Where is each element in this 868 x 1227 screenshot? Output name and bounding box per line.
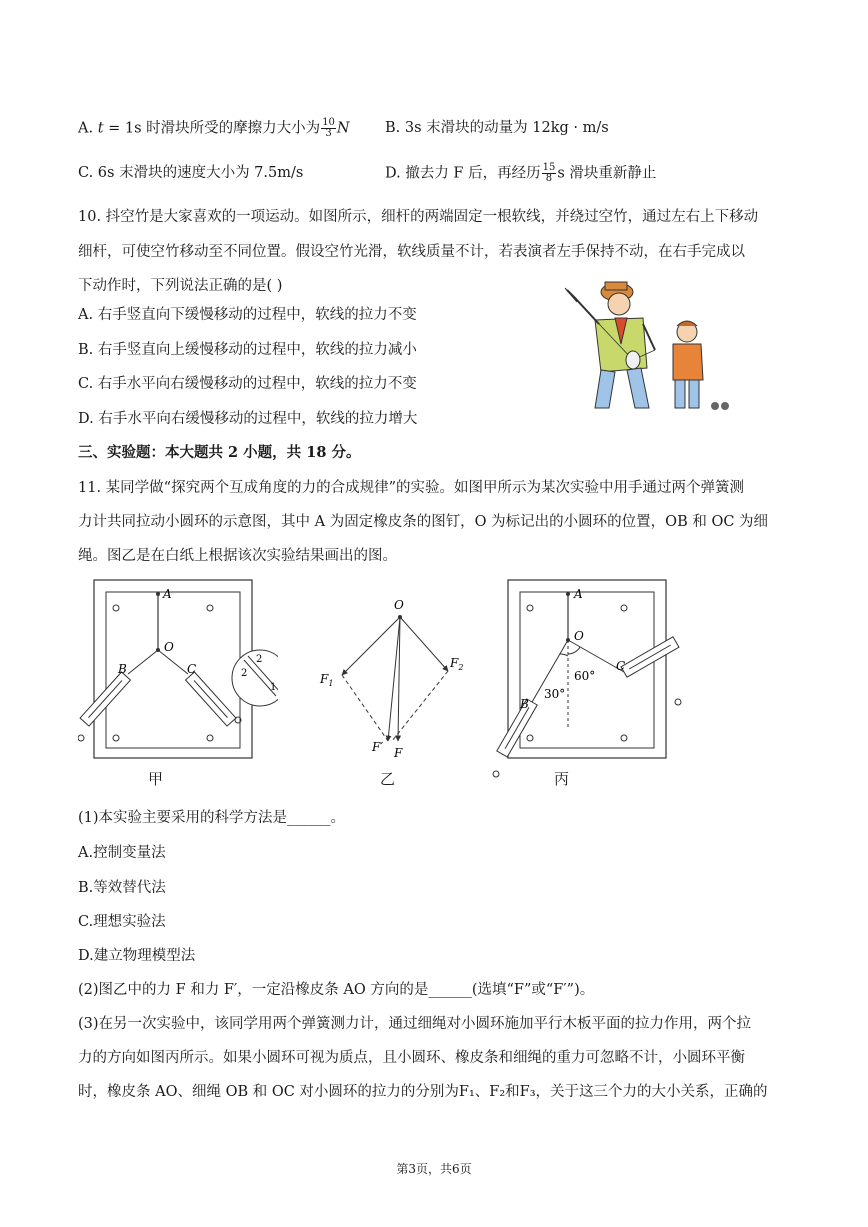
dial-label-2a: 2 xyxy=(241,668,248,679)
label-f1: $F_1$ xyxy=(320,672,334,688)
q10-stem-line1: 10. 抖空竹是大家喜欢的一项运动。如图所示，细杆的两端固定一根软线，并绕过空竹，通过左右上下移动 xyxy=(78,209,759,225)
label-f2: $F_2$ xyxy=(450,656,464,672)
fraction-15-8: $\frac{15}{8}$ xyxy=(542,162,556,184)
label-c: C xyxy=(187,662,197,676)
q11-part1-option-c: C.理想实验法 xyxy=(78,914,166,930)
caption-bing: 丙 xyxy=(554,770,570,788)
q10-stem-line2: 细杆，可使空竹移动至不同位置。假设空竹光滑，软线质量不计，若表演者左手保持不动，在右手完成以 xyxy=(78,244,745,260)
q11-part3-line3: 时，橡皮条 AO、细绳 OB 和 OC 对小圆环的拉力的分别为F₁、F₂和F₃，关于这三个力的大小关系，正确的 xyxy=(78,1084,768,1100)
label-a-bing: A xyxy=(574,587,583,601)
q9-option-b: B. 3s 末滑块的动量为 12kg · m/s xyxy=(385,120,609,136)
label-angle-60: 60° xyxy=(574,669,596,683)
dial-label-1: 1 xyxy=(270,682,277,693)
q11-stem-line3: 绳。图乙是在白纸上根据该次实验结果画出的图。 xyxy=(78,548,397,564)
q11-stem-line2: 力计共同拉动小圆环的示意图，其中 A 为固定橡皮条的图钉，O 为标记出的小圆环的位置，OB 和 OC 为细 xyxy=(78,514,769,530)
q9-option-a: A. t = 1s 时滑块所受的摩擦力大小为 $\frac{10}{3}$ N xyxy=(78,117,350,139)
q11-part3-line2: 力的方向如图丙所示。如果小圆环可视为质点，且小圆环、橡皮条和细绳的重力可忽略不计，小圆环平衡 xyxy=(78,1050,745,1066)
q11-stem-line1: 11. 某同学做“探究两个互成角度的力的合成规律”的实验。如图甲所示为某次实验中用手通过两个弹簧测 xyxy=(78,480,744,496)
label-f: F xyxy=(394,746,403,760)
label-b: B xyxy=(118,662,127,676)
kongzhu-illustration xyxy=(555,268,755,418)
label-o-bing: O xyxy=(574,629,584,643)
label-b-bing: B xyxy=(520,697,529,711)
dial-label-2b: 2 xyxy=(256,654,263,665)
q11-part1: (1)本实验主要采用的科学方法是______。 xyxy=(78,810,346,826)
q11-part1-option-d: D.建立物理模型法 xyxy=(78,948,196,964)
page-footer: 第3页，共6页 xyxy=(396,1162,472,1176)
q11-part3-line1: (3)在另一次实验中，该同学用两个弹簧测力计，通过细绳对小圆环施加平行木板平面的拉力作用，两个拉 xyxy=(78,1016,752,1032)
q10-option-c: C. 右手水平向右缓慢移动的过程中，软线的拉力不变 xyxy=(78,376,417,392)
q9-option-d: D. 撤去力 F 后，再经历 $\frac{15}{8}$ s 滑块重新静止 xyxy=(385,162,657,184)
label-a: A xyxy=(163,587,172,601)
q11-part2: (2)图乙中的力 F 和力 F′，一定沿橡皮条 AO 方向的是______(选填“F”或“F′”)。 xyxy=(78,982,595,998)
label-f-prime: F′ xyxy=(372,740,384,754)
figure-yi xyxy=(310,595,470,765)
fraction-10-3: $\frac{10}{3}$ xyxy=(322,117,335,139)
q10-option-d: D. 右手水平向右缓慢移动的过程中，软线的拉力增大 xyxy=(78,411,418,427)
figure-bing xyxy=(488,578,688,778)
q10-stem-line3: 下动作时，下列说法正确的是( ) xyxy=(78,278,283,294)
q9-option-c: C. 6s 末滑块的速度大小为 7.5m/s xyxy=(78,165,304,181)
q11-part1-option-b: B.等效替代法 xyxy=(78,880,166,896)
section-3-header: 三、实验题：本大题共 2 小题，共 18 分。 xyxy=(78,444,361,461)
caption-jia: 甲 xyxy=(148,770,164,788)
figure-jia xyxy=(78,578,278,768)
q10-option-b: B. 右手竖直向上缓慢移动的过程中，软线的拉力减小 xyxy=(78,342,417,358)
q10-option-a: A. 右手竖直向下缓慢移动的过程中，软线的拉力不变 xyxy=(78,307,417,323)
label-angle-30: 30° xyxy=(544,687,566,701)
label-o: O xyxy=(164,640,174,654)
label-o-yi: O xyxy=(394,598,404,612)
caption-yi: 乙 xyxy=(380,770,396,788)
label-c-bing: C xyxy=(616,659,626,673)
q11-part1-option-a: A.控制变量法 xyxy=(78,845,166,861)
